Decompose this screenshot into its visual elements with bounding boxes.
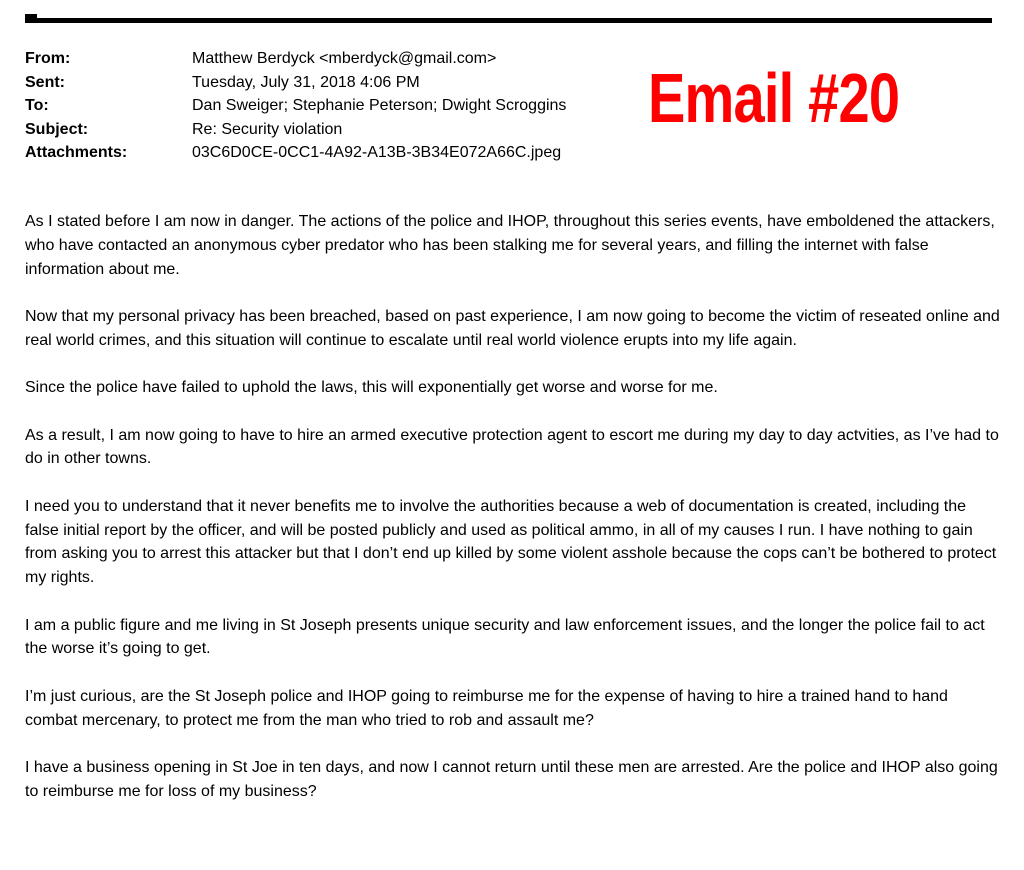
body-paragraph-7: I’m just curious, are the St Joseph police and IHOP going to reimburse me for the expense of having to hire a trained hand to hand combat mercenary, to protect me from the man who tried to rob and assault me?: [25, 687, 948, 729]
body-paragraph-3: Since the police have failed to uphold the laws, this will exponentially get worse and worse for me.: [25, 379, 718, 397]
sent-label: Sent:: [25, 73, 65, 91]
to-value: Dan Sweiger; Stephanie Peterson; Dwight Scroggins: [192, 97, 567, 114]
email-header: [25, 47, 665, 165]
body-paragraph-5: I need you to understand that it never benefits me to involve the authorities because a web of documentation is created, including the false initial report by the officer, and will be posted publicly and used as political ammo, in all of my causes I run. I have nothing to gain from asking you to arrest this attacker but that I don’t end up killed by some violent asshole because the cops can’t be bothered to protect my rights.: [25, 497, 997, 587]
body-paragraph-4: As a result, I am now going to have to hire an armed executive protection agent to escort me during my day to day actvities, as I’ve had to do in other towns.: [25, 426, 999, 468]
body-paragraph-1: As I stated before I am now in danger. The actions of the police and IHOP, throughout this series events, have emboldened the attackers, who have contacted an anonymous cyber predator who has been stalking me for several years, and filling the internet with false information about me.: [25, 213, 995, 278]
from-value: Matthew Berdyck <mberdyck@gmail.com>: [192, 50, 497, 67]
subject-value: Re: Security violation: [192, 120, 343, 138]
subject-label: Subject:: [25, 120, 89, 138]
sent-value: Tuesday, July 31, 2018 4:06 PM: [192, 73, 420, 91]
email-body: [25, 210, 1000, 827]
body-paragraph-2: Now that my personal privacy has been breached, based on past experience, I am now going to become the victim of reseated online and real world crimes, and this situation will continue to escalate until real world violence erupts into my life again.: [25, 307, 1000, 349]
to-row: [25, 94, 665, 118]
sent-row: [25, 71, 665, 95]
top-rule-divider: [25, 18, 992, 23]
from-label: From:: [25, 50, 71, 67]
attachments-row: [25, 141, 665, 165]
body-paragraph-6: I am a public figure and me living in St Joseph presents unique security and law enforcement issues, and the longer the police fail to act the worse it’s going to get.: [25, 616, 985, 658]
body-paragraph-8: I have a business opening in St Joe in ten days, and now I cannot return until these men are arrested. Are the police and IHOP also going to reimburse me for loss of my business?: [25, 758, 998, 800]
attachments-value: 03C6D0CE-0CC1-4A92-A13B-3B34E072A66C.jpeg: [192, 144, 562, 161]
to-label: To:: [25, 97, 49, 114]
from-row: [25, 47, 665, 71]
attachments-label: Attachments:: [25, 144, 128, 161]
email-number-stamp: Email #20: [648, 59, 900, 137]
subject-row: [25, 118, 665, 142]
